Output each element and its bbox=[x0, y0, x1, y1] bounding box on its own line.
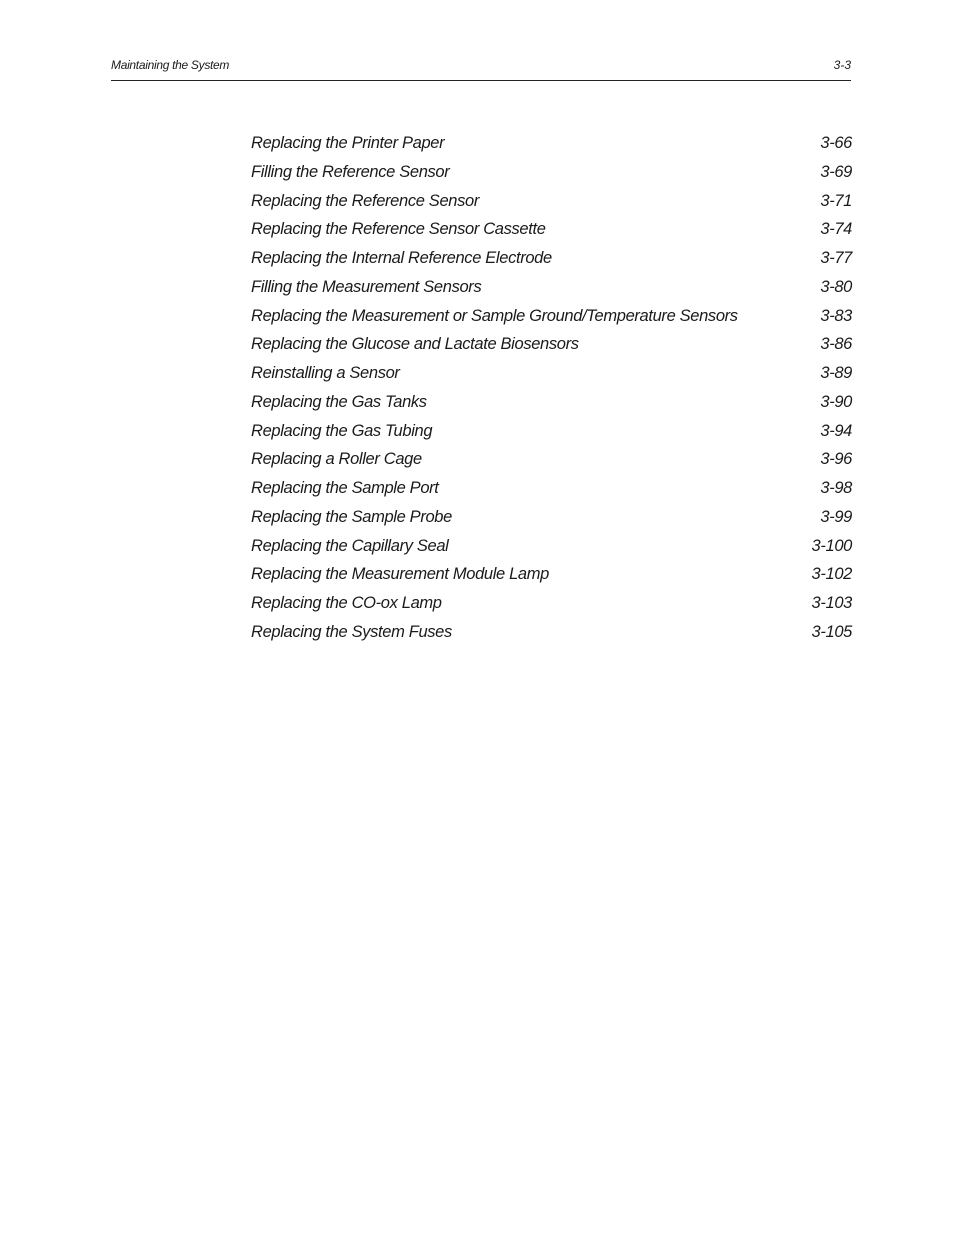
toc-entry-title: Replacing a Roller Cage bbox=[251, 450, 422, 469]
toc-entry[interactable] bbox=[251, 560, 852, 589]
toc-entry-title: Replacing the System Fuses bbox=[251, 622, 452, 641]
toc-entry[interactable] bbox=[251, 589, 852, 618]
toc-entry-page: 3-80 bbox=[820, 277, 852, 296]
table-of-contents bbox=[251, 129, 852, 647]
toc-entry-page: 3-69 bbox=[820, 162, 852, 181]
toc-entry-page: 3-90 bbox=[820, 392, 852, 411]
toc-entry[interactable] bbox=[251, 215, 852, 244]
toc-entry-title: Replacing the Measurement Module Lamp bbox=[251, 565, 549, 584]
running-header-title: Maintaining the System bbox=[111, 58, 230, 72]
toc-entry[interactable] bbox=[251, 273, 852, 302]
toc-entry-title: Replacing the Gas Tanks bbox=[251, 392, 427, 411]
toc-entry-page: 3-98 bbox=[820, 479, 852, 497]
toc-entry-page: 3-71 bbox=[820, 191, 852, 210]
toc-entry[interactable] bbox=[251, 474, 852, 503]
toc-entry-page: 3-74 bbox=[820, 220, 852, 239]
toc-entry-title: Replacing the Glucose and Lactate Biosensors bbox=[251, 335, 579, 354]
toc-entry-page: 3-103 bbox=[811, 594, 852, 612]
toc-entry-title: Replacing the Capillary Seal bbox=[251, 536, 449, 555]
toc-entry[interactable] bbox=[251, 445, 852, 474]
toc-entry-page: 3-77 bbox=[820, 249, 852, 267]
toc-entry[interactable] bbox=[251, 330, 852, 359]
toc-entry-page: 3-89 bbox=[820, 364, 852, 382]
toc-entry[interactable] bbox=[251, 158, 852, 187]
toc-entry[interactable] bbox=[251, 388, 852, 417]
toc-entry[interactable] bbox=[251, 417, 852, 446]
toc-entry-title: Filling the Reference Sensor bbox=[251, 162, 450, 181]
toc-entry-title: Replacing the Reference Sensor Cassette bbox=[251, 220, 546, 239]
toc-entry[interactable] bbox=[251, 503, 852, 532]
toc-entry-title: Replacing the CO-ox Lamp bbox=[251, 594, 442, 612]
toc-entry-page: 3-96 bbox=[820, 450, 852, 469]
toc-entry[interactable] bbox=[251, 532, 852, 561]
toc-entry-title: Replacing the Gas Tubing bbox=[251, 421, 433, 440]
toc-entry-title: Replacing the Sample Port bbox=[251, 479, 439, 497]
toc-entry[interactable] bbox=[251, 302, 852, 331]
toc-entry-page: 3-102 bbox=[811, 565, 852, 584]
running-header-page-number: 3-3 bbox=[833, 58, 851, 72]
toc-entry-title: Replacing the Sample Probe bbox=[251, 507, 452, 526]
page-header bbox=[111, 56, 851, 81]
toc-entry[interactable] bbox=[251, 618, 852, 647]
toc-entry[interactable] bbox=[251, 129, 852, 158]
toc-entry[interactable] bbox=[251, 187, 852, 216]
toc-entry-page: 3-100 bbox=[811, 536, 852, 555]
toc-entry-page: 3-66 bbox=[820, 134, 852, 152]
toc-entry[interactable] bbox=[251, 244, 852, 273]
toc-entry-title: Filling the Measurement Sensors bbox=[251, 277, 482, 296]
toc-entry-title: Replacing the Printer Paper bbox=[251, 134, 445, 152]
toc-entry-title: Replacing the Reference Sensor bbox=[251, 191, 479, 210]
toc-entry-page: 3-99 bbox=[820, 507, 852, 526]
toc-entry[interactable] bbox=[251, 359, 852, 388]
toc-entry-title: Replacing the Internal Reference Electrode bbox=[251, 249, 552, 267]
toc-entry-page: 3-86 bbox=[820, 335, 852, 354]
toc-entry-title: Replacing the Measurement or Sample Ground/Temperature Sensors bbox=[251, 306, 738, 325]
toc-entry-page: 3-83 bbox=[820, 306, 852, 325]
toc-entry-title: Reinstalling a Sensor bbox=[251, 364, 400, 382]
toc-entry-page: 3-94 bbox=[820, 421, 852, 440]
toc-entry-page: 3-105 bbox=[811, 622, 852, 641]
